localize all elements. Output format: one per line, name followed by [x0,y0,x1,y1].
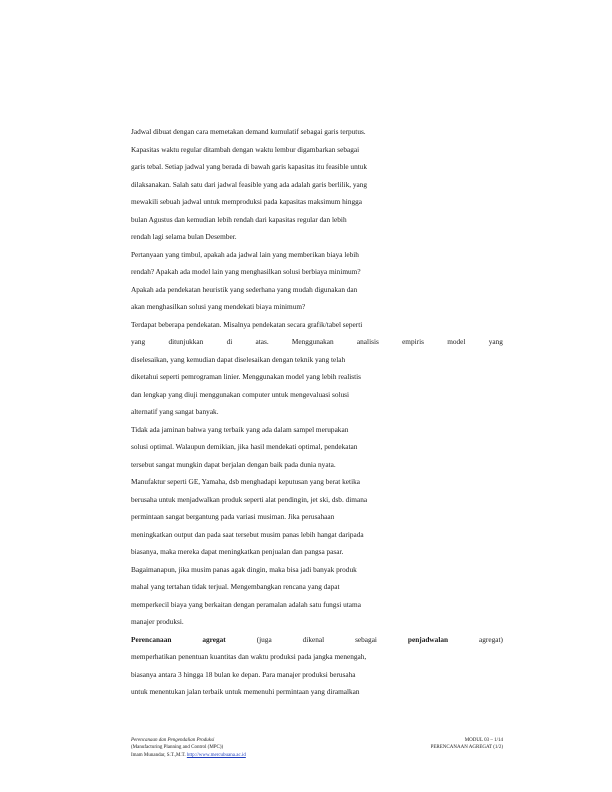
body-text [131,123,503,701]
word: Menggunakan [291,337,334,346]
footer-module-title: PERENCANAAN AGREGAT (1/2) [430,745,503,751]
word: sebagai [355,634,377,644]
footer-course-title: Perencanaan dan Pengendalian Produksi [131,738,215,743]
footer-website-link[interactable]: http://www.mercubuana.ac.id [186,752,246,758]
text-line: Terdapat beberapa pendekatan. Misalnya pendekatan secara grafik/tabel seperti [131,319,363,329]
text-line: mewakili sebuah jadwal untuk memproduksi pada kapasitas maksimum hingga [131,197,363,206]
footer-author [131,752,246,759]
text-line: memperhatikan penentuan kuantitas dan waktu produksi pada jangka menengah, [131,652,367,661]
text-line: Manufaktur seperti GE, Yamaha, dsb menghadapi keputusan yang berat ketika [131,477,360,486]
text-line: solusi optimal. Walaupun demikian, jika hasil mendekati optimal, pendekatan [131,442,358,451]
text-line: biasanya, maka mereka dapat meningkatkan penjualan dan pangsa pasar. [131,547,344,556]
justified-line [131,333,503,351]
word: Perencanaan [131,634,172,644]
text-line: memperkecil biaya yang berkaitan dengan peramalan adalah satu fungsi utama [131,599,361,609]
text-line: rendah lagi selama bulan Desember. [131,232,237,241]
text-line: Jadwal dibuat dengan cara memetakan demand kumulatif sebagai garis terputus. [131,127,366,136]
word: atas. [255,337,269,346]
text-line: mahal yang tertahan tidak terjual. Mengembangkan rencana yang dapat [131,582,340,591]
word: yang [131,337,146,346]
text-line: diketahui seperti pemrograman linier. Menggunakan model yang lebih realistis [131,372,361,381]
text-line: permintaan sangat bergantung pada variasi musiman. Jika perusahaan [131,512,335,521]
text-line: untuk menentukan jalan terbaik untuk memenuhi permintaan yang diramalkan [131,687,360,696]
word: model [447,337,466,346]
text-line: Pertanyaan yang timbul, apakah ada jadwal lain yang memberikan biaya lebih [131,249,359,259]
page-footer [131,737,503,759]
text-line: berusaha untuk menjadwalkan produk seperti alat pendingin, jet ski, dsb. dimana [131,494,368,504]
footer-module-number: MODUL 03 – 1/14 [464,738,503,743]
footer-row [131,744,503,751]
text-line: bulan Agustus dan kemudian lebih rendah dari kapasitas regular dan lebih [131,214,347,224]
text-line: biasanya antara 3 hingga 18 bulan ke depan. Para manajer produksi berusaha [131,669,356,679]
word: agregat) [479,634,503,644]
text-line: alternatif yang sangat banyak. [131,407,219,416]
word: penjadwalan [407,634,449,644]
footer-course-subtitle: (Manufacturing Planning and Control (MPC)) [131,745,224,751]
word: empiris [402,337,424,346]
text-line: Tidak ada jaminan bahwa yang terbaik yang ada dalam sampel merupakan [131,424,349,434]
word: dikenal [302,634,325,644]
word: di [226,337,233,346]
text-line: dilaksanakan. Salah satu dari jadwal feasible yang ada adalah garis berlilik, yang [131,179,368,189]
footer-row [131,737,503,744]
word: analisis [356,337,379,346]
text-line: garis tebal. Setiap jadwal yang berada di bawah garis kapasitas itu feasible untuk [131,162,368,171]
text-line: Kapasitas waktu regular ditambah dengan waktu lembur digambarkan sebagai [131,144,360,154]
text-line: Bagaimanapun, jika musim panas agak dingin, maka bisa jadi banyak produk [131,564,357,574]
text-line: diselesaikan, yang kemudian dapat diselesaikan dengan teknik yang telah [131,354,346,364]
word: (juga [256,634,272,644]
text-line: Apakah ada pendekatan heuristik yang sederhana yang mudah digunakan dan [131,284,358,294]
footer-author-name: Imam Munandar, S.T.,M.T. [131,752,186,758]
text-line: meningkatkan output dan pada saat tersebut musim panas lebih hangat daripada [131,529,364,539]
text-line: dan lengkap yang diuji menggunakan computer untuk mengevaluasi solusi [131,389,350,399]
text-line: rendah? Apakah ada model lain yang menghasilkan solusi berbiaya minimum? [131,267,361,276]
text-line: manajer produksi. [131,617,184,626]
justified-line [131,631,503,649]
word: yang [488,337,503,346]
word: ditunjukkan [168,337,204,346]
word: agregat [202,634,226,644]
text-line: akan menghasilkan solusi yang mendekati biaya minimum? [131,302,306,311]
footer-row [131,752,503,759]
text-line: tersebut sangat mungkin dapat berjalan dengan baik pada dunia nyata. [131,459,336,469]
